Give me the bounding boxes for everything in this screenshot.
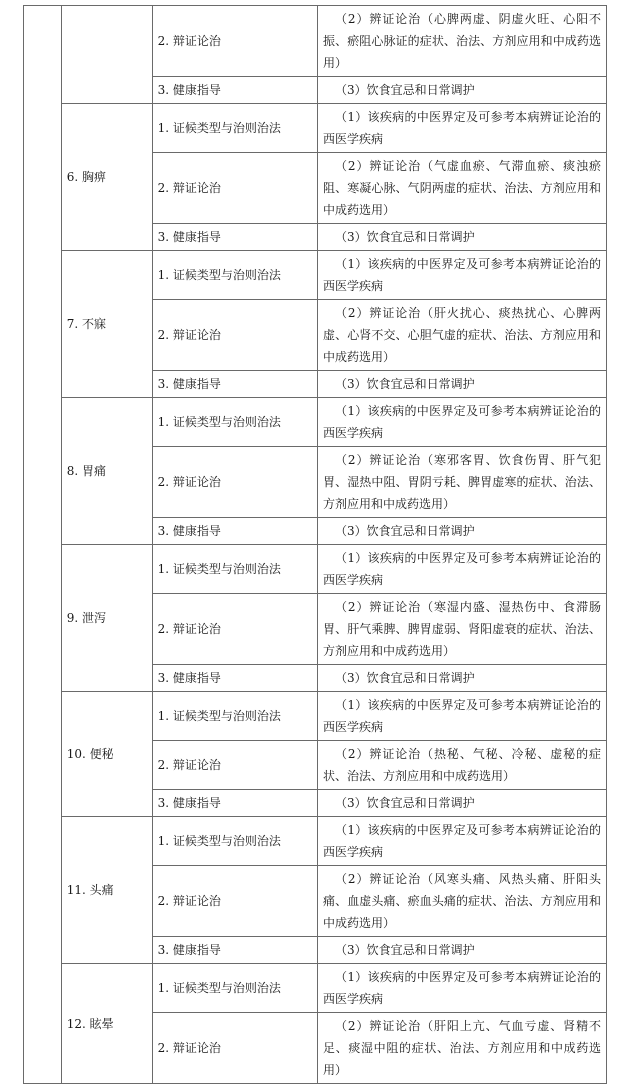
- subunit-cell: 1. 证候类型与治则治法: [152, 398, 317, 447]
- subunit-cell: 3. 健康指导: [152, 665, 317, 692]
- disease-name: 6. 胸痹: [61, 104, 152, 251]
- detail-cell: [318, 937, 607, 964]
- table-row: [24, 817, 607, 866]
- disease-name: 8. 胃痛: [61, 398, 152, 545]
- detail-text: （1）该疾病的中医界定及可参考本病辨证论治的西医学疾病: [323, 257, 601, 293]
- detail-text: （1）该疾病的中医界定及可参考本病辨证论治的西医学疾病: [323, 404, 601, 440]
- subunit-cell: 3. 健康指导: [152, 77, 317, 104]
- category-cell: [24, 6, 62, 1084]
- detail-text: （2）辨证论治（寒湿内盛、湿热伤中、食滞肠胃、肝气乘脾、脾胃虚弱、肾阳虚衰的症状、治法、方剂应用和中成药选用）: [323, 600, 601, 658]
- table-row: [24, 545, 607, 594]
- detail-cell: [318, 77, 607, 104]
- disease-name: 9. 泄泻: [61, 545, 152, 692]
- detail-cell: [318, 104, 607, 153]
- table-row: [24, 6, 607, 77]
- detail-cell: [318, 741, 607, 790]
- subunit-cell: 2. 辩证论治: [152, 447, 317, 518]
- detail-cell: [318, 447, 607, 518]
- detail-cell: [318, 665, 607, 692]
- detail-text: （3）饮食宜忌和日常调护: [335, 796, 475, 810]
- detail-text: （2）辨证论治（心脾两虚、阴虚火旺、心阳不振、瘀阻心脉证的症状、治法、方剂应用和中成药选用）: [323, 12, 601, 70]
- table-row: [24, 104, 607, 153]
- detail-text: （3）饮食宜忌和日常调护: [335, 943, 475, 957]
- table-row: [24, 398, 607, 447]
- subunit-cell: 2. 辩证论治: [152, 741, 317, 790]
- disease-name: 12. 眩晕: [61, 964, 152, 1084]
- detail-cell: [318, 518, 607, 545]
- detail-cell: [318, 6, 607, 77]
- detail-text: （2）辨证论治（气虚血瘀、气滞血瘀、痰浊瘀阻、寒凝心脉、气阴两虚的症状、治法、方剂应用和中成药选用）: [323, 159, 601, 217]
- subunit-cell: 2. 辩证论治: [152, 153, 317, 224]
- subunit-cell: 2. 辩证论治: [152, 594, 317, 665]
- detail-text: （3）饮食宜忌和日常调护: [335, 671, 475, 685]
- detail-cell: [318, 224, 607, 251]
- syllabus-table: [23, 5, 607, 1084]
- subunit-cell: 1. 证候类型与治则治法: [152, 692, 317, 741]
- subunit-cell: 1. 证候类型与治则治法: [152, 964, 317, 1013]
- detail-cell: [318, 371, 607, 398]
- detail-text: （2）辨证论治（肝阳上亢、气血亏虚、肾精不足、痰湿中阻的症状、治法、方剂应用和中成药选用）: [323, 1019, 601, 1077]
- subunit-cell: 1. 证候类型与治则治法: [152, 817, 317, 866]
- detail-text: （2）辨证论治（风寒头痛、风热头痛、肝阳头痛、血虚头痛、瘀血头痛的症状、治法、方剂应用和中成药选用）: [323, 872, 601, 930]
- detail-text: （3）饮食宜忌和日常调护: [335, 377, 475, 391]
- detail-cell: [318, 545, 607, 594]
- disease-name: 7. 不寐: [61, 251, 152, 398]
- subunit-cell: 2. 辩证论治: [152, 6, 317, 77]
- detail-cell: [318, 594, 607, 665]
- detail-cell: [318, 692, 607, 741]
- subunit-cell: 3. 健康指导: [152, 371, 317, 398]
- detail-text: （1）该疾病的中医界定及可参考本病辨证论治的西医学疾病: [323, 823, 601, 859]
- table-row: [24, 964, 607, 1013]
- detail-cell: [318, 866, 607, 937]
- detail-cell: [318, 964, 607, 1013]
- disease-cell: [61, 6, 152, 104]
- disease-name: 10. 便秘: [61, 692, 152, 817]
- detail-cell: [318, 1013, 607, 1084]
- subunit-cell: 1. 证候类型与治则治法: [152, 251, 317, 300]
- detail-text: （1）该疾病的中医界定及可参考本病辨证论治的西医学疾病: [323, 698, 601, 734]
- detail-cell: [318, 790, 607, 817]
- detail-cell: [318, 300, 607, 371]
- subunit-cell: 3. 健康指导: [152, 937, 317, 964]
- detail-text: （2）辨证论治（肝火扰心、痰热扰心、心脾两虚、心肾不交、心胆气虚的症状、治法、方剂应用和中成药选用）: [323, 306, 601, 364]
- table-row: [24, 692, 607, 741]
- detail-text: （2）辨证论治（热秘、气秘、冷秘、虚秘的症状、治法、方剂应用和中成药选用）: [323, 747, 601, 783]
- detail-text: （3）饮食宜忌和日常调护: [335, 230, 475, 244]
- detail-cell: [318, 817, 607, 866]
- detail-text: （1）该疾病的中医界定及可参考本病辨证论治的西医学疾病: [323, 110, 601, 146]
- detail-cell: [318, 153, 607, 224]
- detail-cell: [318, 251, 607, 300]
- subunit-cell: 2. 辩证论治: [152, 300, 317, 371]
- subunit-cell: 3. 健康指导: [152, 790, 317, 817]
- detail-text: （3）饮食宜忌和日常调护: [335, 83, 475, 97]
- subunit-cell: 1. 证候类型与治则治法: [152, 104, 317, 153]
- disease-name: 11. 头痛: [61, 817, 152, 964]
- detail-text: （1）该疾病的中医界定及可参考本病辨证论治的西医学疾病: [323, 970, 601, 1006]
- subunit-cell: 1. 证候类型与治则治法: [152, 545, 317, 594]
- table-row: [24, 251, 607, 300]
- subunit-cell: 2. 辩证论治: [152, 866, 317, 937]
- subunit-cell: 3. 健康指导: [152, 224, 317, 251]
- detail-text: （3）饮食宜忌和日常调护: [335, 524, 475, 538]
- subunit-cell: 2. 辩证论治: [152, 1013, 317, 1084]
- detail-text: （1）该疾病的中医界定及可参考本病辨证论治的西医学疾病: [323, 551, 601, 587]
- detail-text: （2）辨证论治（寒邪客胃、饮食伤胃、肝气犯胃、湿热中阻、胃阴亏耗、脾胃虚寒的症状、治法、方剂应用和中成药选用）: [323, 453, 601, 511]
- subunit-cell: 3. 健康指导: [152, 518, 317, 545]
- detail-cell: [318, 398, 607, 447]
